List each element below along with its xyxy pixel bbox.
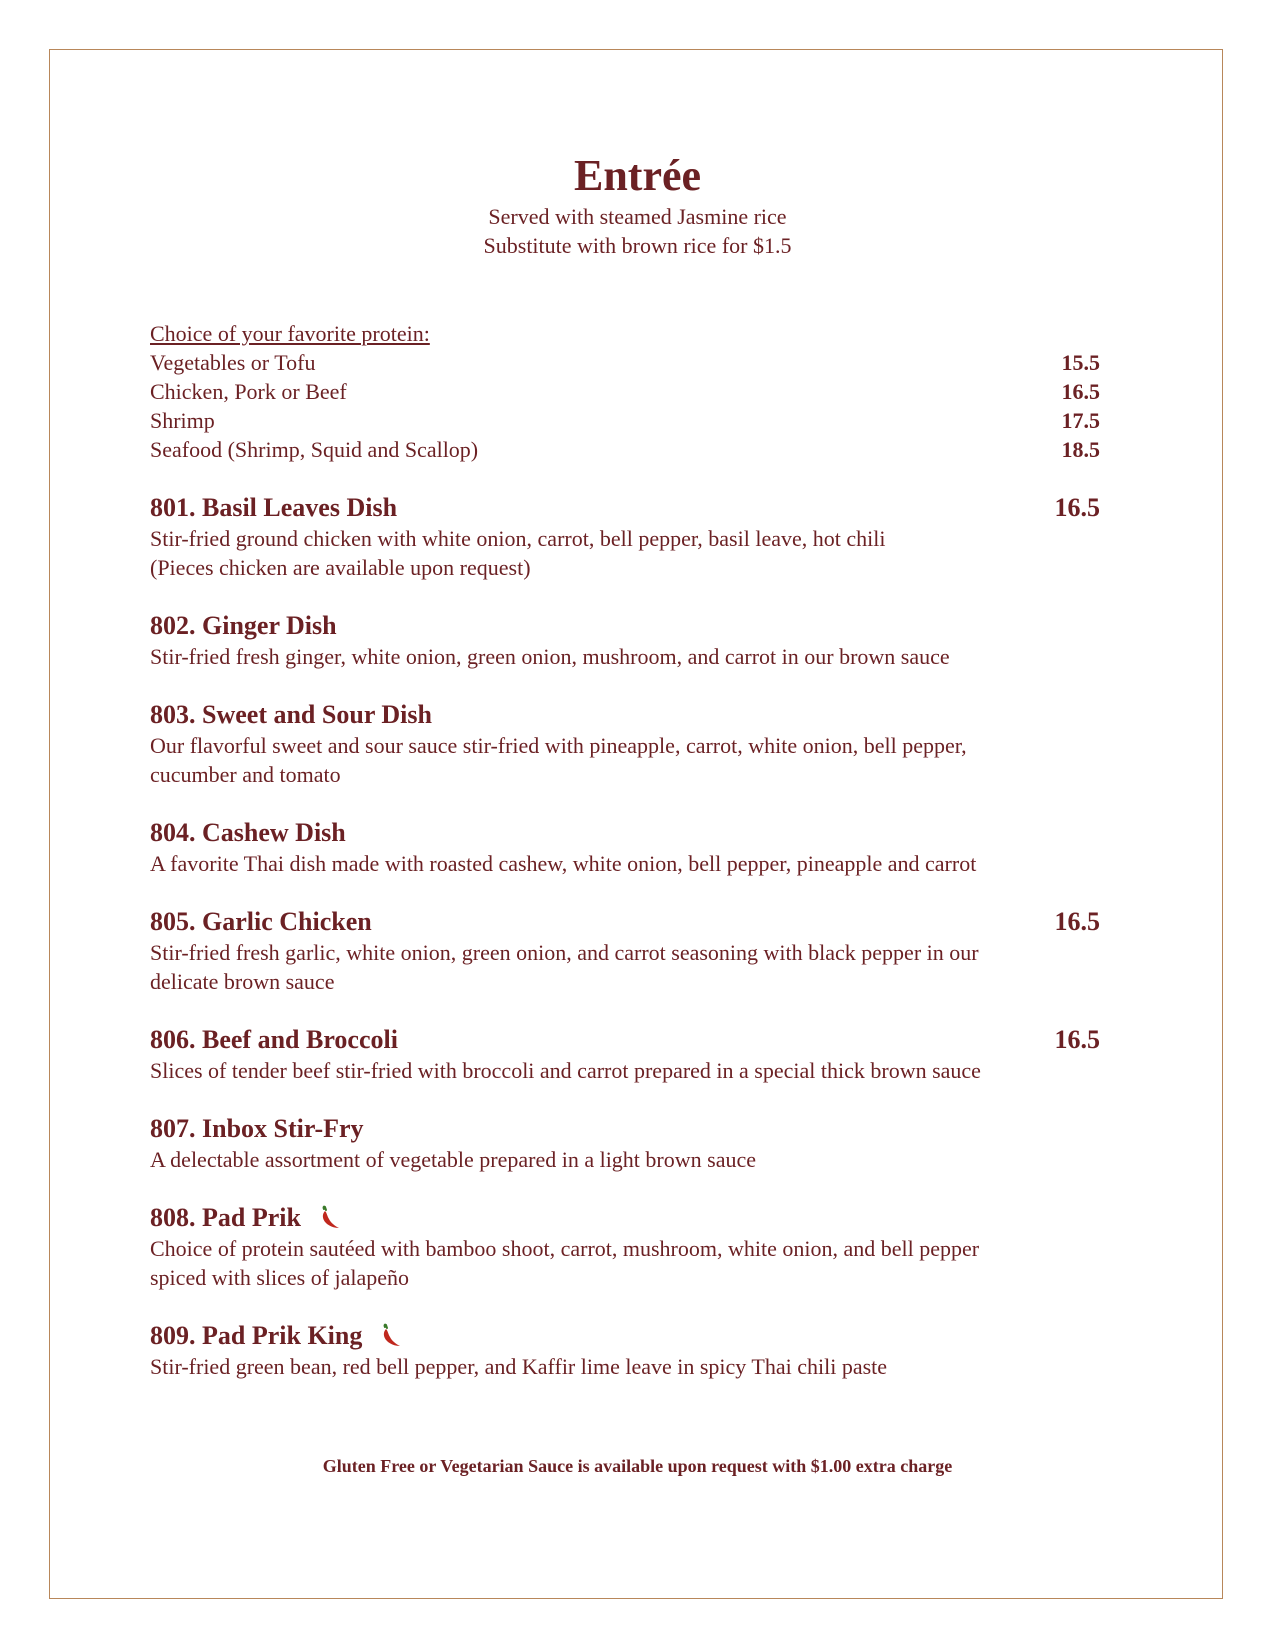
dish-name	[150, 907, 372, 937]
dish-name-text: 801. Basil Leaves Dish	[150, 493, 398, 522]
dish-item	[150, 1113, 1100, 1174]
dish-description: Stir-fried fresh garlic, white onion, green onion, and carrot seasoning with black pepper in our	[150, 940, 979, 965]
dish-description: Choice of protein sautéed with bamboo shoot, carrot, mushroom, white onion, and bell pepper	[150, 1236, 980, 1261]
dish-name	[150, 818, 346, 848]
dish-header	[150, 906, 1100, 938]
menu-content	[150, 319, 1100, 1409]
dish-name-text: 807. Inbox Stir-Fry	[150, 1114, 364, 1143]
dish-name	[150, 1025, 398, 1055]
dish-name	[150, 1203, 341, 1233]
protein-option	[150, 348, 1100, 377]
protein-option	[150, 377, 1100, 406]
dish-description: Our flavorful sweet and sour sauce stir-fried with pineapple, carrot, white onion, bell pepper,	[150, 733, 967, 758]
dish-item	[150, 817, 1100, 878]
dish-name-text: 806. Beef and Broccoli	[150, 1025, 398, 1054]
dish-name-text: 802. Ginger Dish	[150, 611, 337, 640]
dish-description: cucumber and tomato	[150, 762, 341, 787]
dish-name	[150, 700, 432, 730]
dish-description: (Pieces chicken are available upon request)	[150, 555, 531, 580]
menu-header	[0, 150, 1275, 260]
dish-item	[150, 906, 1100, 996]
dish-name	[150, 611, 337, 641]
dish-header	[150, 1320, 1100, 1352]
chili-pepper-icon	[315, 1205, 341, 1231]
protein-option	[150, 435, 1100, 464]
subtitle-substitute: Substitute with brown rice for $1.5	[483, 233, 792, 258]
dish-description: delicate brown sauce	[150, 969, 335, 994]
dish-header	[150, 699, 1100, 731]
dish-price: 16.5	[1054, 493, 1100, 522]
protein-label: Chicken, Pork or Beef	[150, 379, 347, 404]
dish-price: 16.5	[1054, 907, 1100, 936]
dish-description: Slices of tender beef stir-fried with broccoli and carrot prepared in a special thick brown sauce	[150, 1058, 981, 1083]
dish-description: Stir-fried green bean, red bell pepper, and Kaffir lime leave in spicy Thai chili paste	[150, 1354, 888, 1379]
protein-label: Seafood (Shrimp, Squid and Scallop)	[150, 437, 479, 462]
dish-item	[150, 610, 1100, 671]
dish-name-text: 805. Garlic Chicken	[150, 907, 372, 936]
dish-name-text: 808. Pad Prik	[150, 1203, 301, 1232]
protein-price: 16.5	[1061, 379, 1100, 404]
dish-list	[150, 492, 1100, 1381]
dish-name-text: 804. Cashew Dish	[150, 818, 346, 847]
dish-description: A favorite Thai dish made with roasted cashew, white onion, bell pepper, pineapple and carrot	[150, 851, 977, 876]
dish-header	[150, 1113, 1100, 1145]
dish-header	[150, 1024, 1100, 1056]
subtitle-rice: Served with steamed Jasmine rice	[488, 204, 787, 229]
protein-price: 15.5	[1061, 350, 1100, 375]
protein-label: Shrimp	[150, 408, 215, 433]
protein-price: 17.5	[1061, 408, 1100, 433]
dish-header	[150, 1202, 1100, 1234]
protein-price: 18.5	[1061, 437, 1100, 462]
dish-description: Stir-fried fresh ginger, white onion, green onion, mushroom, and carrot in our brown sauce	[150, 644, 950, 669]
protein-label: Vegetables or Tofu	[150, 350, 316, 375]
dish-header	[150, 492, 1100, 524]
dish-description: A delectable assortment of vegetable prepared in a light brown sauce	[150, 1147, 756, 1172]
dish-item	[150, 1202, 1100, 1292]
chili-pepper-icon	[376, 1323, 402, 1349]
dish-header	[150, 817, 1100, 849]
dish-name	[150, 493, 397, 523]
dish-name-text: 803. Sweet and Sour Dish	[150, 700, 432, 729]
dish-description: spiced with slices of jalapeño	[150, 1265, 410, 1290]
footer-note: Gluten Free or Vegetarian Sauce is available upon request with $1.00 extra charge	[322, 1456, 953, 1476]
dish-name-text: 809. Pad Prik King	[150, 1321, 363, 1350]
dish-item	[150, 492, 1100, 582]
protein-heading: Choice of your favorite protein:	[150, 321, 430, 346]
protein-section	[150, 319, 1100, 464]
dish-name	[150, 1321, 402, 1351]
dish-item	[150, 699, 1100, 789]
page-title: Entrée	[573, 151, 702, 200]
dish-header	[150, 610, 1100, 642]
protein-option	[150, 406, 1100, 435]
dish-item	[150, 1320, 1100, 1381]
dish-price: 16.5	[1054, 1025, 1100, 1054]
dish-name	[150, 1114, 364, 1144]
dish-item	[150, 1024, 1100, 1085]
dish-description: Stir-fried ground chicken with white onion, carrot, bell pepper, basil leave, hot chili	[150, 526, 886, 551]
